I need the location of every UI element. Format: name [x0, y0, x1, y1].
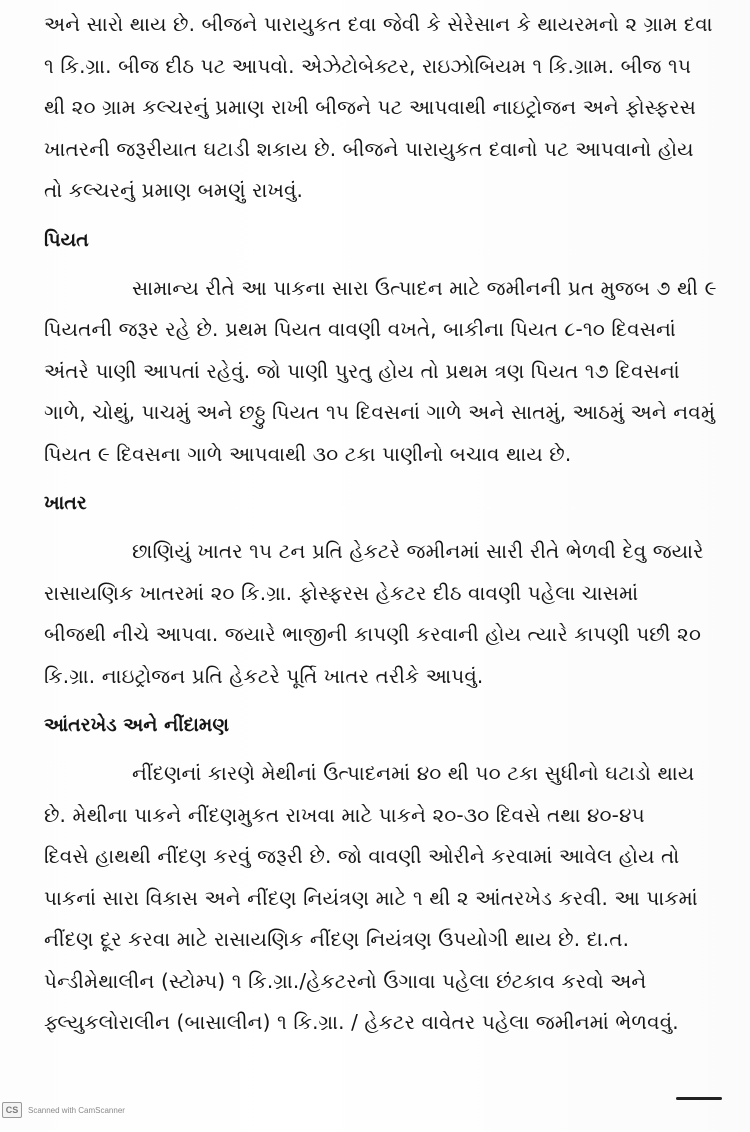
section-heading-weeding: આંતરખેડ અને નીંદામણ: [44, 714, 229, 736]
text-line: અંતરે પાણી આપતાં રહેવું. જો પાણી પુરતુ હોય તો પ્રથમ ત્રણ પિયત ૧૭ દિવસનાં: [44, 358, 680, 383]
text-line: ખાતરની જરૂરીયાત ઘટાડી શકાય છે. બીજને પારાયુકત દવાનો પટ આપવાનો હોય: [44, 136, 694, 161]
text-line: છે. મેથીના પાકને નીંદણમુકત રાખવા માટે પાકને ૨૦-૩૦ દિવસે તથા ૪૦-૪૫: [44, 802, 645, 827]
text-line: પિયત ૯ દિવસના ગાળે આપવાથી ૩૦ ટકા પાણીનો બચાવ થાય છે.: [44, 441, 572, 466]
text-line: રાસાયણિક ખાતરમાં ૨૦ કિ.ગ્રા. ફોસ્ફરસ હેકટર દીઠ વાવણી પહેલા ચાસમાં: [44, 580, 639, 605]
manure-paragraph: [44, 531, 734, 697]
intro-paragraph: [44, 4, 734, 212]
section-heading-manure: ખાતર: [44, 492, 87, 514]
text-line: દિવસે હાથથી નીંદણ કરવું જરૂરી છે. જો વાવણી ઓરીને કરવામાં આવેલ હોય તો: [44, 844, 680, 868]
text-line: નીંદણ દૂર કરવા માટે રાસાયણિક નીંદણ નિયંત્રણ ઉપયોગી થાય છે. દા.ત.: [44, 927, 630, 951]
text-line: છાણિયું ખાતર ૧૫ ટન પ્રતિ હેકટરે જમીનમાં સારી રીતે ભેળવી દેવુ જયારે: [132, 539, 704, 563]
text-line: તો કલ્ચરનું પ્રમાણ બમણું રાખવું.: [44, 178, 304, 202]
text-line: ફ્લ્યુકલોરાલીન (બાસાલીન) ૧ કિ.ગ્રા. / હેકટર વાવેતર પહેલા જમીનમાં ભેળવવું.: [44, 1010, 679, 1034]
end-rule: [676, 1097, 722, 1100]
text-line: પિયતની જરૂર રહે છે. પ્રથમ પિયત વાવણી વખતે, બાકીના પિયત ૮-૧૦ દિવસનાં: [44, 317, 676, 341]
text-line: કિ.ગ્રા. નાઇટ્રોજન પ્રતિ હેકટરે પૂર્તિ ખાતર તરીકે આપવું.: [44, 663, 484, 688]
irrigation-paragraph: [44, 268, 734, 476]
text-line: પેન્ડીમેથાલીન (સ્ટોમ્પ) ૧ કિ.ગ્રા./હેકટરનો ઉગાવા પહેલા છંટકાવ કરવો અને: [44, 968, 647, 993]
page-content: [44, 4, 734, 1044]
text-line: સામાન્ય રીતે આ પાકના સારા ઉત્પાદન માટે જમીનની પ્રત મુજબ ૭ થી ૯: [132, 275, 717, 300]
text-line: ગાળે, ચોથું, પાચમું અને છઠ્ઠુ પિયત ૧૫ દિવસનાં ગાળે અને સાતમું, આઠમું અને નવમું: [44, 400, 716, 424]
section-heading-irrigation: પિયત: [44, 228, 89, 251]
text-line: અને સારો થાય છે. બીજને પારાયુકત દવા જેવી કે સેરેસાન કે થાયરમનો ૨ ગ્રામ દવા: [44, 12, 713, 36]
text-line: પાકનાં સારા વિકાસ અને નીંદણ નિયંત્રણ માટે ૧ થી ૨ આંતરખેડ કરવી. આ પાકમાં: [44, 885, 698, 910]
text-line: થી ૨૦ ગ્રામ કલ્ચરનું પ્રમાણ રાખી બીજને પટ આપવાથી નાઇટ્રોજન અને ફોસ્ફરસ: [44, 95, 696, 119]
scanner-text: Scanned with CamScanner: [28, 1105, 125, 1115]
text-line: બીજથી નીચે આપવા. જયારે ભાજીની કાપણી કરવાની હોય ત્યારે કાપણી પછી ૨૦: [44, 622, 702, 646]
weeding-paragraph: [44, 753, 734, 1044]
text-line: ૧ કિ.ગ્રા. બીજ દીઠ પટ આપવો. એઝેટોબેક્ટર, રાઇઝોબિયમ ૧ કિ.ગ્રામ. બીજ ૧૫: [44, 53, 692, 78]
scanner-watermark: [2, 1102, 125, 1118]
camscanner-logo-icon: CS: [2, 1102, 22, 1118]
text-line: નીંદણનાં કારણે મેથીનાં ઉત્પાદનમાં ૪૦ થી ૫૦ ટકા સુધીનો ઘટાડો થાય: [132, 761, 695, 785]
